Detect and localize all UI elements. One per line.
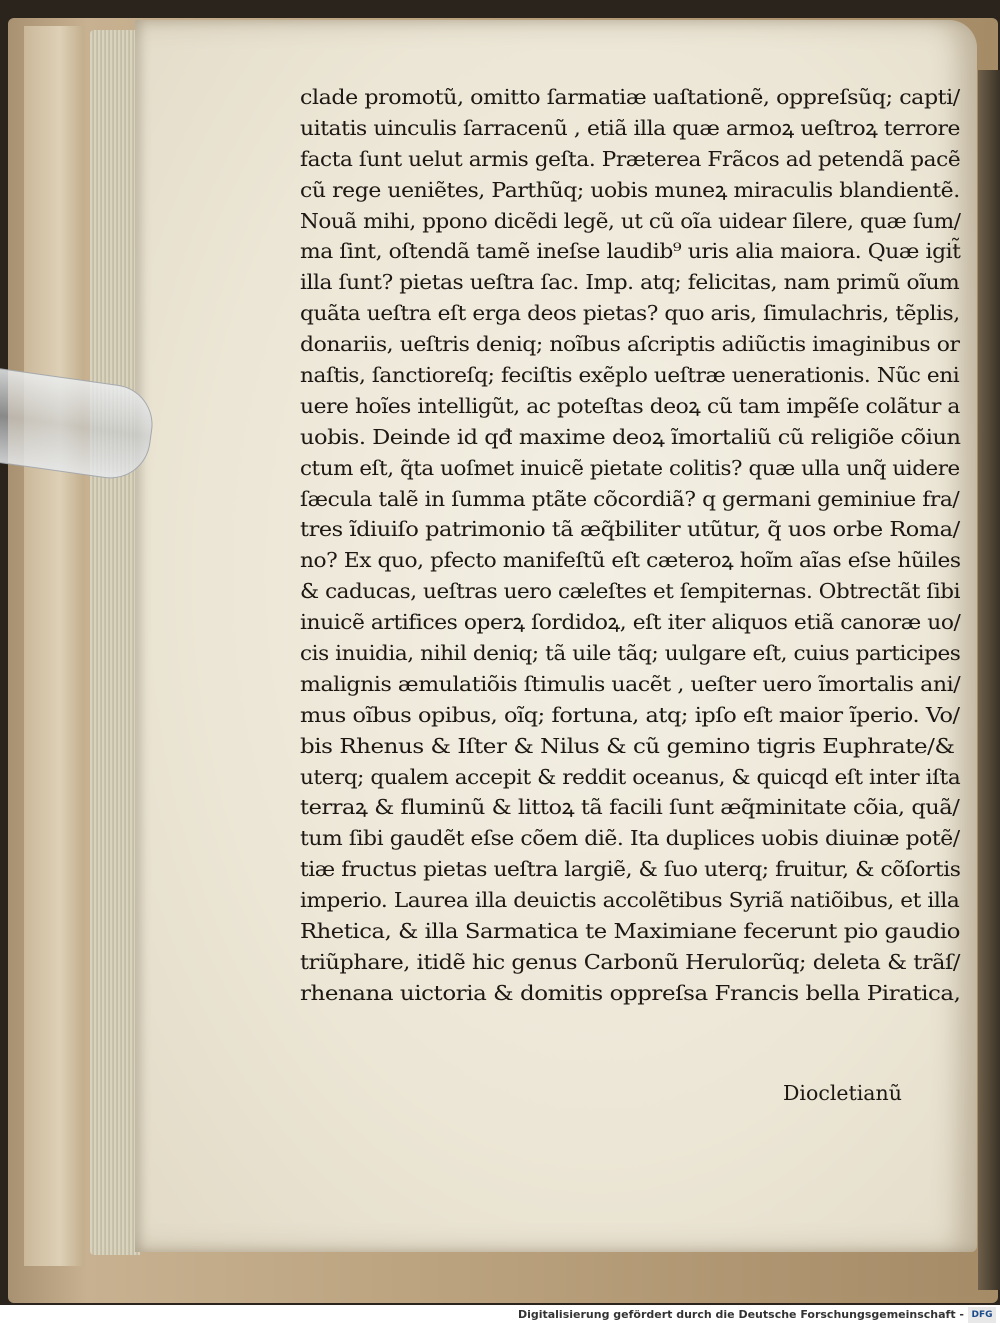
- printed-text-block: [300, 82, 960, 1009]
- text-line: uere hoĩes intelligũt, ac poteſtas deoꝝ cũ tam impẽſe colãtur a: [300, 393, 960, 418]
- text-line: uitatis uinculis ſarracenũ , etiã illa quæ armoꝝ ueſtroꝝ terrore: [300, 115, 961, 140]
- text-line: Nouã mihi, ppono dicẽdi legẽ, ut cũ oĩa uidear ſilere, quæ ſum/: [300, 208, 961, 233]
- text-line: naſtis, ſanctioreſq; feciſtis exẽplo ueſtræ uenerationis. Nũc eni: [300, 363, 960, 388]
- text-line: tum ſibi gaudẽt eſse cõem diẽ. Ita duplices uobis diuinæ potẽ/: [300, 826, 960, 851]
- text-line: rhenana uictoria & domitis oppreſsa Francis bella Piratica,: [300, 980, 961, 1005]
- text-line: ſæcula talẽ in ſumma ptãte cõcordiã? q germani geminiue fra/: [300, 486, 960, 511]
- text-line: Rhetica, & illa Sarmatica te Maximiane fecerunt pio gaudio: [300, 919, 960, 944]
- text-line: donariis, ueſtris deniq; noĩbus aſcriptis adiũctis imaginibus or: [300, 332, 960, 357]
- text-line: mus oĩbus opibus, oĩq; fortuna, atq; ipſo eſt maior ĩperio. Vo/: [300, 702, 960, 727]
- text-line: tres ĩdiuiſo patrimonio tã æq̃biliter utũtur, q̃ uos orbe Roma/: [300, 517, 960, 542]
- text-line: & caducas, ueſtras uero cæleſtes et ſempiternas. Obtrectãt ſibi: [300, 579, 961, 604]
- text-line: ma ſint, oſtendã tamẽ ineſse laudib⁹ uris alia maiora. Quæ igit̃: [300, 239, 961, 264]
- text-line: tiæ fructus pietas ueſtra largiẽ, & ſuo uterq; fruitur, & cõſortis: [300, 857, 961, 882]
- cover-edge: [24, 26, 84, 1266]
- text-line: clade promotũ, omitto ſarmatiæ uaſtationẽ, oppreſsũq; capti/: [300, 85, 960, 109]
- funding-credit: Digitalisierung gefördert durch die Deutsche Forschungsgemeinschaft -: [517, 1308, 964, 1321]
- text-line: facta ſunt uelut armis geſta. Præterea Frãcos ad petendã pacẽ: [300, 146, 961, 171]
- text-line: cis inuidia, nihil deniq; tã uile tãq; uulgare eſt, cuius participes: [300, 641, 961, 666]
- text-line: illa ſunt? pietas ueſtra ſac. Imp. atq; felicitas, nam primũ oĩum: [300, 270, 960, 295]
- text-line: uterq; qualem accepit & reddit oceanus, & quicqd eſt inter iſta: [300, 764, 961, 789]
- text-line: triũphare, itidẽ hic genus Carbonũ Herulorũq; deleta & trãſ/: [300, 949, 960, 974]
- page-block-edges: [90, 30, 140, 1255]
- text-line: uobis. Deinde id qđ maxime deoꝝ ĩmortaliũ cũ religiõe cõiun: [300, 424, 961, 449]
- text-line: inuicẽ artifices operꝝ ſordidoꝝ, eſt iter aliquos etiã canoræ uo/: [300, 610, 961, 635]
- text-line: terraꝝ & fluminũ & littoꝝ tã facili ſunt æq̃minitate cõia, quã/: [300, 795, 960, 820]
- text-line: ctum eſt, q̃ta uoſmet inuicẽ pietate colitis? quæ ulla unq̃ uidere: [300, 455, 960, 480]
- text-line: quãta ueſtra eſt erga deos pietas? quo aris, ſimulachris, tẽplis,: [300, 301, 960, 326]
- text-line: malignis æmulatiõis ſtimulis uacẽt , ueſter uero ĩmortalis ani/: [300, 671, 961, 696]
- dfg-logo-icon: DFG: [968, 1307, 996, 1323]
- text-line: no? Ex quo, pfecto manifeſtũ eſt cæteroꝝ hoĩm aĩas eſse hũiles: [300, 548, 961, 573]
- text-line: cũ rege ueniẽtes, Parthũq; uobis muneꝝ miraculis blandientẽ.: [300, 177, 960, 202]
- text-line: bis Rhenus & Iſter & Nilus & cũ gemino tigris Euphrate/&: [300, 733, 955, 758]
- catchword: Diocletianũ: [783, 1081, 902, 1105]
- text-line: imperio. Laurea illa deuictis accolẽtibus Syriã natiõibus, et illa: [300, 888, 960, 913]
- footer-bar: [0, 1305, 1000, 1326]
